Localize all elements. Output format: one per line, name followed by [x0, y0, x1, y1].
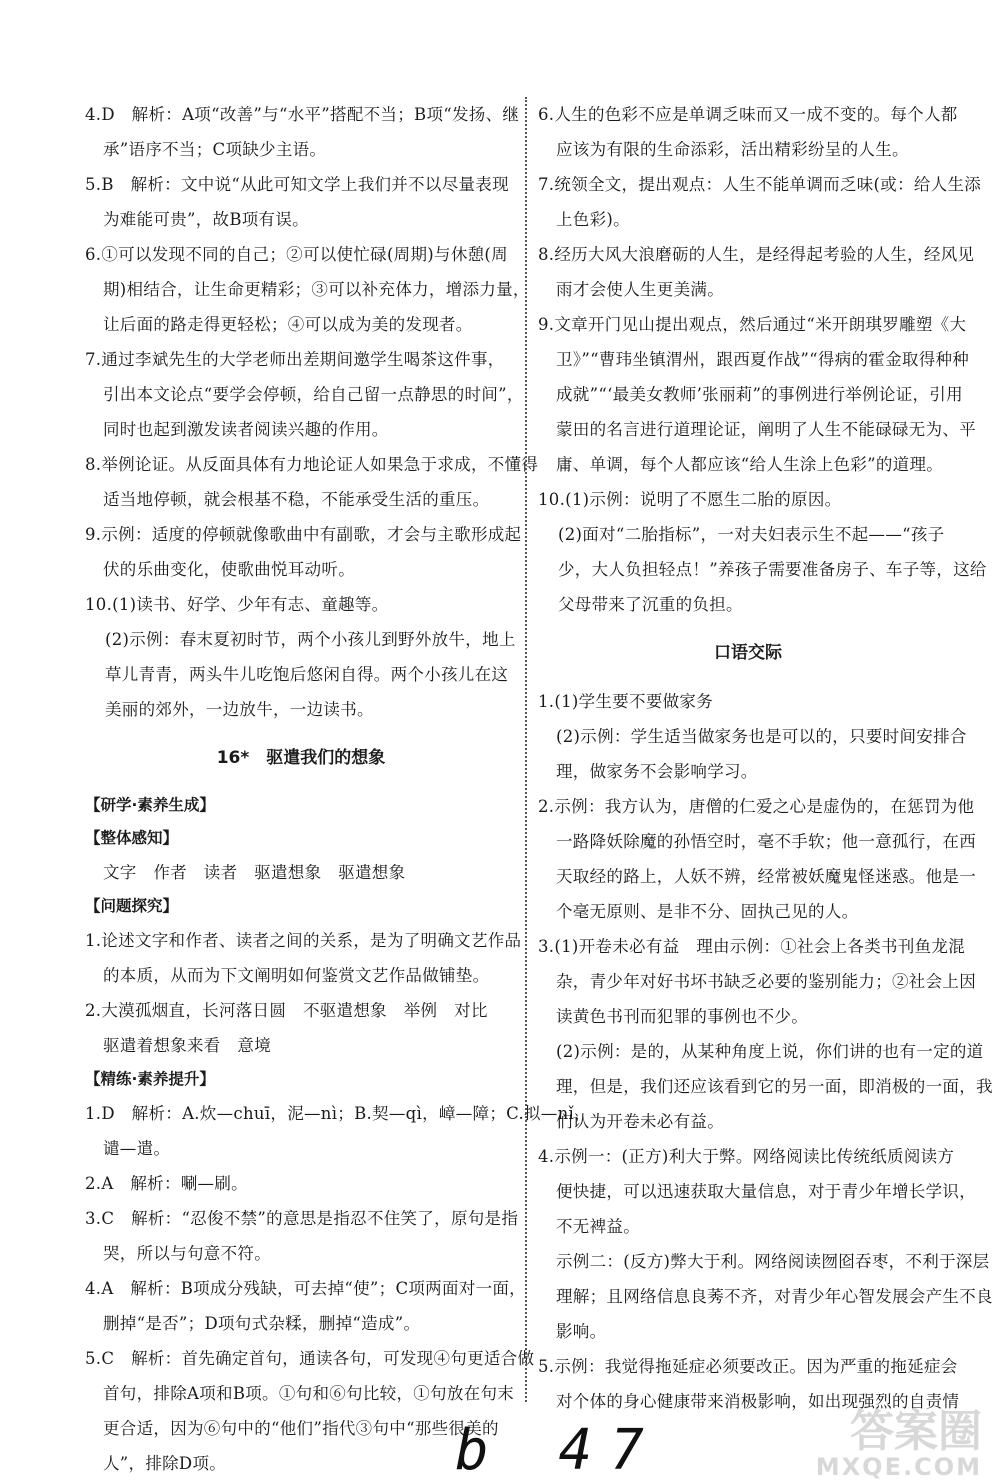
text-line: 4.A 解析：B项成分残缺，可去掉“使”；C项两面对一面，: [85, 1279, 526, 1298]
text-line: 删掉“是否”；D项句式杂糅，删掉“造成”。: [103, 1314, 421, 1333]
text-line: 对个体的身心健康带来消极影响，如出现强烈的自责情: [556, 1392, 960, 1411]
text-line: 1.D 解析：A.炊—chuī，泥—nì；B.契—qì，嶂—障；C.拟—nǐ，: [85, 1104, 591, 1123]
spacer: [538, 670, 958, 684]
spacer: [85, 727, 517, 741]
text-line: (2)面对“二胎指标”，一对夫妇表示生不起——“孩子: [558, 525, 945, 544]
text-line: 1.(1)学生要不要做家务: [538, 692, 714, 711]
text-line: 成就”“‘最美女教师’张丽莉”的事例进行举例论证，引用: [556, 385, 963, 404]
page-number: 47: [558, 1418, 662, 1483]
text-line: 理，但是，我们还应该看到它的另一面，即消极的一面，我: [556, 1077, 993, 1096]
text-line: 9.文章开门见山提出观点，然后通过“米开朗琪罗雕塑《大: [538, 315, 967, 334]
text-line: 首句，排除A项和B项。①句和⑥句比较，①句放在句末: [103, 1384, 515, 1403]
text-line: 让后面的路走得更轻松；④可以成为美的发现者。: [103, 315, 473, 334]
text-line: 10.(1)读书、好学、少年有志、童趣等。: [85, 595, 389, 614]
text-line: 2.A 解析：唰—刷。: [85, 1174, 248, 1193]
text-line: 不无裨益。: [556, 1217, 640, 1236]
text-line: 理解；且网络信息良莠不齐，对青少年心智发展会产生不良: [556, 1287, 993, 1306]
text-line: (2)示例：是的，从某种角度上说，你们讲的也有一定的道: [556, 1042, 984, 1061]
text-line: (2)示例：春末夏初时节，两个小孩儿到野外放牛，地上: [105, 630, 516, 649]
text-line: 的本质，从而为下文阐明如何鉴赏文艺作品做铺垫。: [103, 966, 490, 985]
text-line: 7.统领全文，提出观点：人生不能单调而乏味(或：给人生添: [538, 175, 982, 194]
text-line: 5.C 解析：首先确定首句，通读各句，可发现④句更适合做: [85, 1349, 535, 1368]
watermark-logo: [815, 1406, 982, 1481]
text-line: 理，做家务不会影响学习。: [556, 762, 758, 781]
text-line: 上色彩)。: [556, 210, 630, 229]
text-line: 3.(1)开卷未必有益 理由示例：①社会上各类书刊鱼龙混: [538, 937, 966, 956]
text-line: 4.D 解析：A项“改善”与“水平”搭配不当；B项“发扬、继: [85, 105, 520, 124]
text-line: 便快捷，可以迅速获取大量信息，对于青少年增长学识，: [556, 1182, 976, 1201]
column-divider: [525, 97, 527, 1402]
text-line: 们认为开卷未必有益。: [556, 1112, 724, 1131]
text-line: 人”，排除D项。: [103, 1454, 227, 1473]
text-line: 5.B 解析：文中说“从此可知文学上我们并不以尽量表现: [85, 175, 509, 194]
text-line: 8.经历大风大浪磨砺的人生，是经得起考验的人生，经风见: [538, 245, 975, 264]
handwritten-mark: b: [455, 1418, 507, 1483]
section-title: 口语交际: [714, 643, 782, 663]
watermark-text: 答案圈: [850, 1406, 982, 1457]
text-line: 驱遣着想象来看 意境: [103, 1036, 271, 1055]
text-line: 同时也起到激发读者阅读兴趣的作用。: [103, 420, 389, 439]
text-line: 示例二：(反方)弊大于利。网络阅读囫囵吞枣，不利于深层: [556, 1252, 990, 1271]
text-line: 天取经的路上，人妖不辨，经常被妖魔鬼怪迷惑。他是一: [556, 867, 976, 886]
text-line: (2)示例：学生适当做家务也是可以的，只要时间安排合: [556, 727, 967, 746]
spacer: [85, 775, 517, 789]
text-line: 引出本文论点“要学会停顿，给自己留一点静思的时间”，: [103, 385, 524, 404]
text-line: 少，大人负担轻点！”养孩子需要准备房子、车子等，这给: [558, 560, 987, 579]
right-column: [538, 97, 993, 1419]
text-line: 2.示例：我方认为，唐僧的仁爱之心是虚伪的，在惩罚为他: [538, 797, 975, 816]
text-line: 蒙田的名言进行道理论证，阐明了人生不能碌碌无为、平: [556, 420, 976, 439]
text-line: 卫》”“曹玮坐镇渭州，跟西夏作战”“得病的霍金取得种种: [556, 350, 970, 369]
section-heading: 【精练·素养提升】: [85, 1070, 215, 1088]
text-line: 9.示例：适度的停顿就像歌曲中有副歌，才会与主歌形成起: [85, 525, 522, 544]
text-line: 承”语序不当；C项缺少主语。: [103, 140, 327, 159]
text-line: 适当地停顿，就会根基不稳，不能承受生活的重压。: [103, 490, 490, 509]
text-line: 6.①可以发现不同的自己；②可以使忙碌(周期)与休憩(周: [85, 245, 508, 264]
text-line: 7.通过李斌先生的大学老师出差期间邀学生喝茶这件事，: [85, 350, 505, 369]
spacer: [538, 622, 958, 636]
text-line: 个毫无原则、是非不分、固执己见的人。: [556, 902, 859, 921]
section-heading: 【问题探究】: [85, 897, 179, 915]
text-line: 一路降妖除魔的孙悟空时，毫不手软；他一意孤行，在西: [556, 832, 976, 851]
text-line: 美丽的郊外，一边放牛，一边读书。: [105, 700, 374, 719]
text-line: 2.大漠孤烟直，长河落日圆 不驱遣想象 举例 对比: [85, 1001, 488, 1020]
text-line: 4.示例一：(正方)利大于弊。网络阅读比传统纸质阅读方: [538, 1147, 955, 1166]
text-line: 6.人生的色彩不应是单调乏味而又一成不变的。每个人都: [538, 105, 958, 124]
text-line: 杂，青少年对好书坏书缺乏必要的鉴别能力；②社会上因: [556, 972, 976, 991]
section-heading: 【研学·素养生成】: [85, 796, 215, 814]
text-line: 文字 作者 读者 驱遣想象 驱遣想象: [103, 863, 406, 882]
text-line: 更合适，因为⑥句中的“他们”指代③句中“那些很美的: [103, 1419, 499, 1438]
text-line: 庸、单调，每个人都应该“给人生涂上色彩”的道理。: [556, 455, 944, 474]
text-line: 应该为有限的生命添彩，活出精彩纷呈的人生。: [556, 140, 909, 159]
section-title: 16* 驱遣我们的想象: [216, 748, 386, 768]
text-line: 10.(1)示例：说明了不愿生二胎的原因。: [538, 490, 842, 509]
text-line: 谴—遣。: [103, 1139, 171, 1158]
text-line: 8.举例论证。从反面具体有力地论证人如果急于求成，不懂得: [85, 455, 539, 474]
text-line: 草儿青青，两头牛儿吃饱后悠闲自得。两个小孩儿在这: [105, 665, 509, 684]
text-line: 影响。: [556, 1322, 607, 1341]
text-line: 父母带来了沉重的负担。: [558, 595, 743, 614]
text-line: 1.论述文字和作者、读者之间的关系，是为了明确文艺作品: [85, 931, 522, 950]
text-line: 哭，所以与句意不符。: [103, 1244, 271, 1263]
text-line: 期)相结合，让生命更精彩；③可以补充体力，增添力量，: [103, 280, 530, 299]
section-heading: 【整体感知】: [85, 829, 179, 847]
text-line: 为难能可贵”，故B项有误。: [103, 210, 309, 229]
text-line: 3.C 解析：“忍俊不禁”的意思是指忍不住笑了，原句是指: [85, 1209, 519, 1228]
text-line: 雨才会使人生更美满。: [556, 280, 724, 299]
text-line: 5.示例：我觉得拖延症必须要改正。因为严重的拖延症会: [538, 1357, 958, 1376]
watermark-url: MXQE.COM: [815, 1453, 982, 1481]
text-line: 读黄色书刊而犯罪的事例也不少。: [556, 1007, 808, 1026]
handwritten-page-number: [455, 1418, 662, 1483]
text-line: 伏的乐曲变化，使歌曲悦耳动听。: [103, 560, 355, 579]
